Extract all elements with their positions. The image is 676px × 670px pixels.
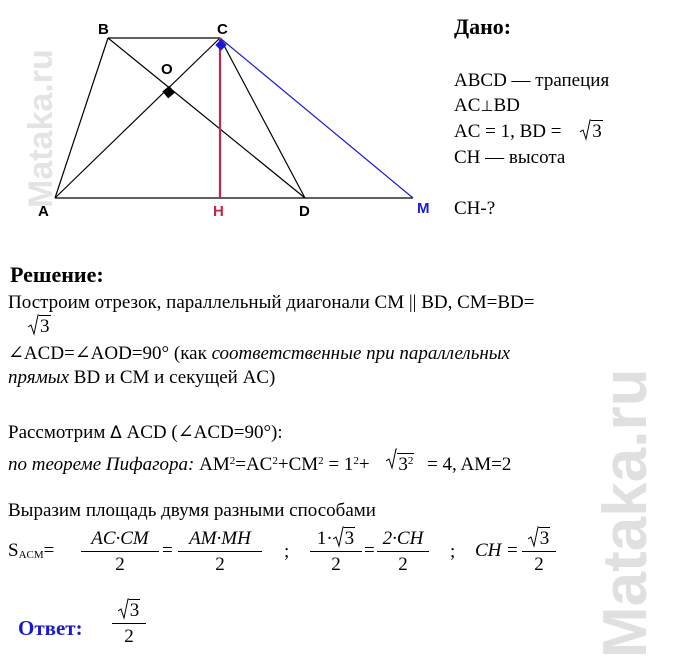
side-cd [220, 38, 305, 198]
solution-title: Решение: [10, 262, 104, 287]
point-label-c: C [217, 21, 228, 38]
watermark-left: Mataka.ru [22, 49, 60, 208]
fraction-1-sqrt3: 1· 3 2 [310, 528, 362, 576]
perpendicular-symbol: ⊥ [480, 97, 494, 115]
given-line-1: ABCD — трапеция [454, 70, 610, 91]
given-line-5: CH-? [454, 198, 496, 219]
solution-paragraph-1-sqrt: 3 [28, 316, 51, 338]
side-ab [55, 38, 108, 198]
segment-cm [220, 38, 413, 198]
semicolon-1: ; [284, 541, 290, 562]
given-title: Дано: [454, 14, 512, 39]
ch-label: CH [475, 540, 502, 561]
equals-3: = [507, 540, 518, 561]
solution-paragraph-3: Рассмотрим Δ ACD (∠ACD=90°): [8, 422, 283, 443]
equals-1: = [162, 540, 173, 561]
watermark-right: Mataka.ru [591, 368, 660, 658]
given-line-2: AC⊥BD [454, 95, 520, 116]
point-label-o: O [161, 61, 173, 78]
solution-paragraph-5: Выразим площадь двумя разными способами [8, 500, 376, 521]
given-line-4: CH — высота [454, 147, 566, 168]
triangle-symbol: Δ [110, 423, 122, 443]
semicolon-2: ; [450, 541, 456, 562]
right-angle-mark-o [162, 86, 175, 99]
point-label-a: A [38, 203, 49, 220]
point-label-d: D [299, 203, 310, 220]
fraction-am-mh: AM·MH 2 [178, 528, 262, 576]
fraction-ac-cm: AC·CM 2 [81, 528, 159, 576]
equals-2: = [364, 540, 375, 561]
point-label-m: M [417, 200, 430, 217]
sqrt-3: 3 [580, 121, 603, 143]
trapezoid-figure [0, 0, 470, 230]
point-label-b: B [98, 21, 109, 38]
area-label: $S_{ACM}=$ [8, 540, 55, 561]
answer-fraction: 3 2 [112, 600, 146, 648]
given-line-3: AC = 1, BD = 3 [454, 121, 602, 142]
solution-paragraph-2-line-1: ∠ACD=∠AOD=90° (как соответственные при параллельных [8, 343, 511, 364]
fraction-sqrt3-over-2: 3 2 [522, 528, 556, 576]
solution-paragraph-1: Построим отрезок, параллельный диагонали CM || BD, CM=BD= [8, 292, 535, 313]
solution-paragraph-2-line-2: прямых BD и CM и секущей AC) [8, 367, 276, 388]
solution-pythagoras-line: по теореме Пифагора: $AM^2=AC^2+CM^2 = 1^2+$ $3^2 = 4$, AM=2 [8, 450, 511, 476]
fraction-2ch: 2·CH 2 [377, 528, 429, 576]
point-label-h: H [213, 203, 224, 220]
answer-label: Ответ: [18, 616, 83, 640]
